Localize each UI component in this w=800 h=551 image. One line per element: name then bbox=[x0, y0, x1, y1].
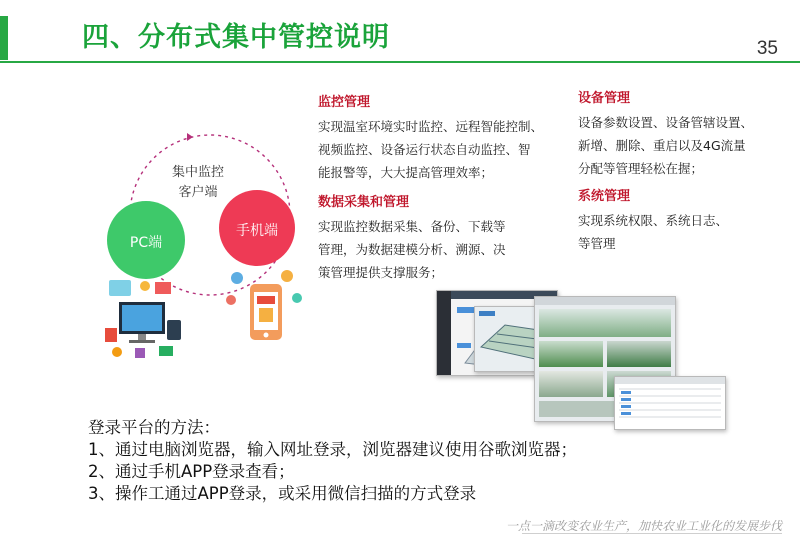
footer-divider bbox=[522, 533, 782, 534]
system-line-2: 等管理 bbox=[578, 236, 616, 251]
login-method-2: 2、通过手机APP登录查看； bbox=[88, 462, 295, 481]
center-label-line2: 客户端 bbox=[178, 185, 218, 200]
orbit-arrow-icon bbox=[187, 133, 193, 141]
login-method-1: 1、通过电脑浏览器，输入网址登录，浏览器建议使用谷歌浏览器； bbox=[88, 440, 577, 459]
center-client-label bbox=[168, 163, 228, 203]
software-screenshots bbox=[434, 286, 734, 426]
monitor-section bbox=[318, 94, 543, 184]
title-divider bbox=[0, 61, 800, 63]
page-title: 四、分布式集中管控说明 bbox=[82, 22, 390, 53]
system-section bbox=[578, 188, 728, 255]
device-line-3: 分配等管理轻松在握； bbox=[578, 161, 704, 176]
data-table-screenshot bbox=[614, 376, 726, 430]
footer-slogan: 一点一滴改变农业生产，加快农业工业化的发展步伐 bbox=[505, 519, 782, 533]
page-number: 35 bbox=[756, 38, 778, 59]
mobile-illustration-icon bbox=[225, 268, 305, 344]
data-section bbox=[318, 194, 506, 284]
center-label-line1: 集中监控 bbox=[171, 165, 224, 180]
data-line-2: 管理，为数据建模分析、溯源、决 bbox=[318, 242, 506, 257]
device-line-2: 新增、删除、重启以及4G流量 bbox=[578, 138, 746, 153]
device-section bbox=[578, 90, 753, 180]
monitor-section-title: 监控管理 bbox=[318, 95, 371, 110]
mobile-label: 手机端 bbox=[236, 223, 278, 239]
data-line-1: 实现监控数据采集、备份、下载等 bbox=[318, 219, 506, 234]
system-line-1: 实现系统权限、系统日志、 bbox=[578, 213, 729, 228]
pc-label: PC端 bbox=[129, 235, 163, 251]
data-line-3: 策管理提供支撑服务； bbox=[318, 265, 444, 280]
monitor-line-2: 视频监控、设备运行状态自动监控、智 bbox=[318, 142, 531, 157]
device-line-1: 设备参数设置、设备管辖设置、 bbox=[578, 115, 754, 130]
login-method-3: 3、操作工通过APP登录，或采用微信扫描的方式登录 bbox=[88, 484, 477, 503]
system-section-title: 系统管理 bbox=[578, 189, 631, 204]
title-accent-bar bbox=[0, 16, 8, 60]
data-section-title: 数据采集和管理 bbox=[318, 195, 410, 210]
monitor-line-3: 能报警等，大大提高管理效率； bbox=[318, 165, 494, 180]
computer-illustration-icon bbox=[105, 280, 185, 362]
monitor-line-1: 实现温室环境实时监控、远程智能控制、 bbox=[318, 119, 544, 134]
login-methods-heading: 登录平台的方法： bbox=[88, 418, 220, 437]
device-section-title: 设备管理 bbox=[578, 91, 631, 106]
